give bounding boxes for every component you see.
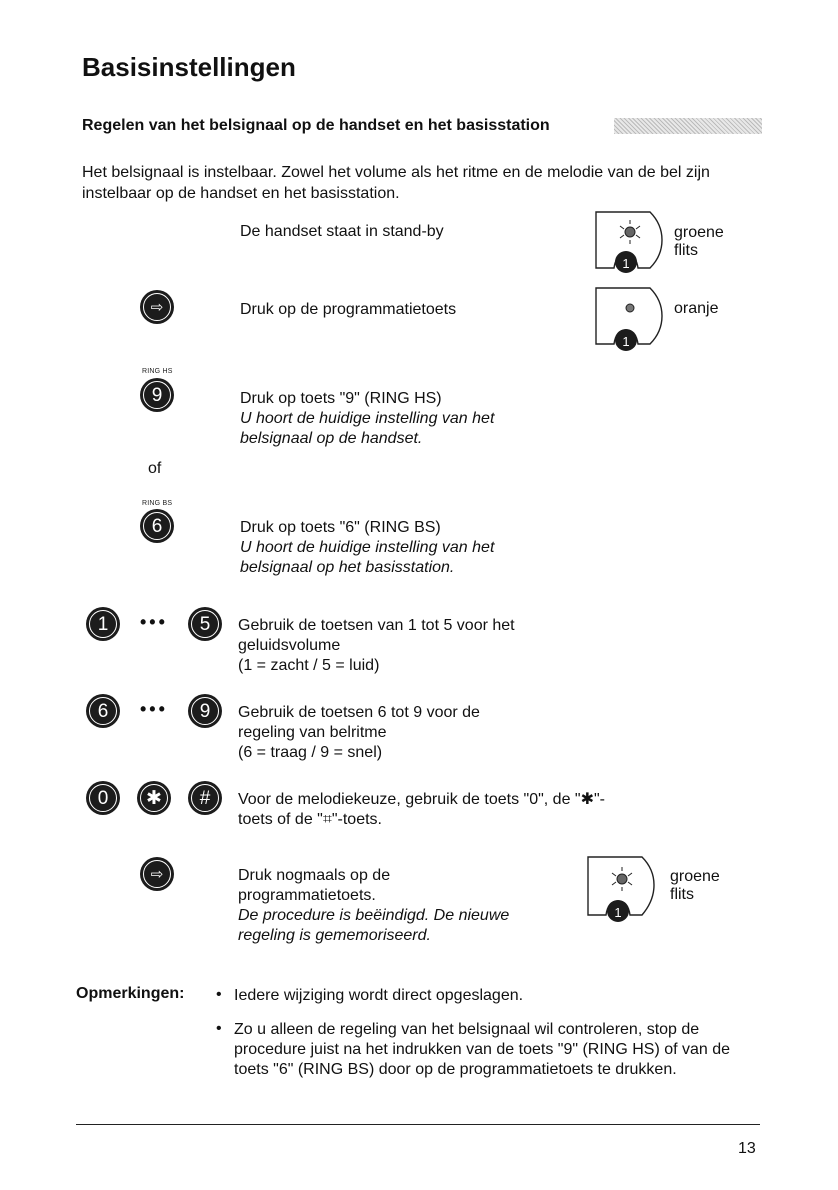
step-press-again xyxy=(238,866,558,946)
indicator-green-flash-1: groene flits xyxy=(674,224,724,259)
step-rhythm-range: (6 = traag / 9 = snel) xyxy=(238,744,383,761)
step-press-6-note: U hoort de huidige instelling van het belsignaal op het basisstation. xyxy=(240,539,495,576)
step-standby: De handset staat in stand-by xyxy=(240,223,444,240)
key-6b-icon: 6 xyxy=(86,694,120,728)
step-press-program: Druk op de programmatietoets xyxy=(240,301,457,318)
handset-led-green-icon xyxy=(590,210,666,274)
ring-bs-label: RING BS xyxy=(142,500,173,507)
svg-text:1: 1 xyxy=(614,905,622,920)
key-hash-icon: # xyxy=(188,781,222,815)
ring-hs-label: RING HS xyxy=(142,368,173,375)
indicator-green-flash-2: groene flits xyxy=(670,868,720,903)
note-1: Iedere wijziging wordt direct opgeslagen. xyxy=(234,987,524,1004)
or-word: of xyxy=(148,460,162,477)
step-rhythm-main: Gebruik de toetsen 6 tot 9 voor de regeling van belritme xyxy=(238,704,480,741)
step-press-9-note: U hoort de huidige instelling van het belsignaal op de handset. xyxy=(240,410,495,447)
page-title: Basisinstellingen xyxy=(82,52,296,82)
note-2: Zo u alleen de regeling van het belsignaal wil controleren, stop de procedure juist na het indrukken van de toets "9" (RING HS) of van de toets "6" (RING BS) door op de programmatietoets te drukken. xyxy=(234,1021,731,1078)
heading-hatch-bar xyxy=(614,118,762,134)
key-1-icon: 1 xyxy=(86,607,120,641)
step-volume xyxy=(238,616,558,676)
ellipsis-2: ••• xyxy=(140,699,168,719)
key-9-icon: 9 xyxy=(140,378,174,412)
step-press-again-note: De procedure is beëindigd. De nieuwe regeling is gememoriseerd. xyxy=(238,907,510,944)
notes-label: Opmerkingen: xyxy=(76,985,185,1002)
program-key-icon: ⇨ xyxy=(140,290,174,324)
step-press-9-main: Druk op toets "9" (RING HS) xyxy=(240,390,442,407)
section-heading: Regelen van het belsignaal op de handset en het basisstation xyxy=(82,117,550,134)
step-melody: Voor de melodiekeuze, gebruik de toets "0", de "✱"-toets of de "⌗"-toets. xyxy=(238,791,605,828)
bullet-2-dot: • xyxy=(216,1020,222,1037)
handset-led-green-icon-2 xyxy=(582,855,658,925)
ellipsis-1: ••• xyxy=(140,612,168,632)
key-0-icon: 0 xyxy=(86,781,120,815)
step-press-9 xyxy=(240,389,560,449)
key-star-icon: ✱ xyxy=(137,781,171,815)
key-5-icon: 5 xyxy=(188,607,222,641)
step-press-again-main: Druk nogmaals op de programmatietoets. xyxy=(238,867,391,904)
step-rhythm xyxy=(238,703,538,763)
step-volume-main: Gebruik de toetsen van 1 tot 5 voor het geluidsvolume xyxy=(238,617,515,654)
indicator-orange: oranje xyxy=(674,300,719,317)
step-volume-range: (1 = zacht / 5 = luid) xyxy=(238,657,380,674)
footer-rule xyxy=(76,1124,760,1125)
step-press-6 xyxy=(240,518,560,578)
program-key-icon-2: ⇨ xyxy=(140,857,174,891)
step-press-6-main: Druk op toets "6" (RING BS) xyxy=(240,519,441,536)
key-6-icon: 6 xyxy=(140,509,174,543)
key-9b-icon: 9 xyxy=(188,694,222,728)
page-number: 13 xyxy=(738,1140,756,1157)
bullet-1-dot: • xyxy=(216,986,222,1003)
handset-led-orange-icon xyxy=(590,286,666,352)
intro-paragraph: Het belsignaal is instelbaar. Zowel het volume als het ritme en de melodie van de bel zijn instelbaar op de handset en het basisstation. xyxy=(82,164,710,202)
svg-text:1: 1 xyxy=(622,256,630,271)
svg-text:1: 1 xyxy=(622,334,630,349)
